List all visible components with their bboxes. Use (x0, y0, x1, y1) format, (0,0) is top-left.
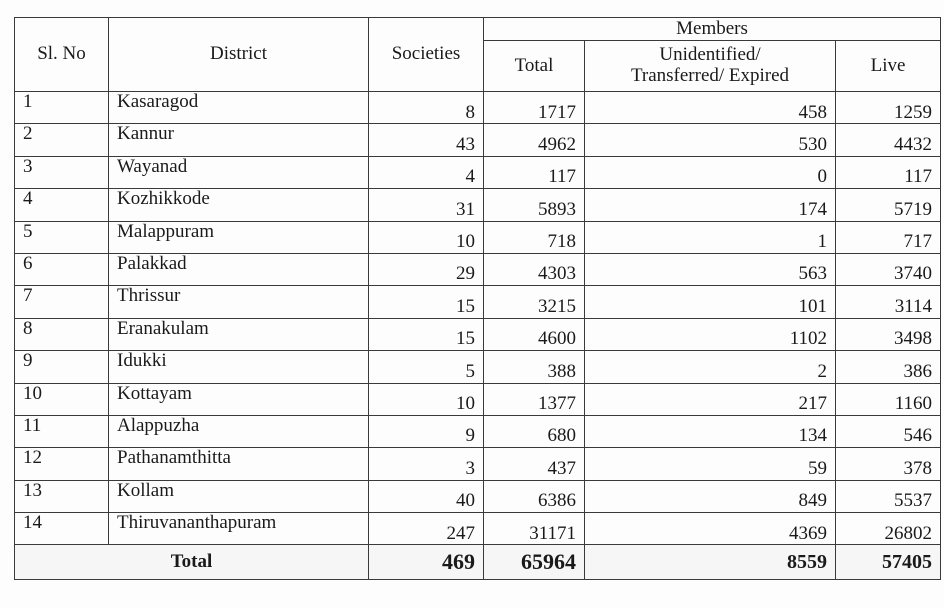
cell-unidentified: 458 (585, 92, 836, 124)
table-row (15, 415, 941, 447)
cell-unidentified: 174 (585, 189, 836, 221)
cell-societies: 9 (369, 415, 484, 447)
cell-live: 117 (836, 156, 941, 188)
table-row (15, 124, 941, 156)
cell-district: Kannur (109, 124, 369, 156)
cell-live: 546 (836, 415, 941, 447)
cell-total: 437 (484, 448, 585, 480)
table-row (15, 448, 941, 480)
header-members: Members (484, 18, 941, 41)
cell-sl-no: 10 (15, 383, 109, 415)
cell-unidentified: 134 (585, 415, 836, 447)
cell-district: Alappuzha (109, 415, 369, 447)
cell-total: 117 (484, 156, 585, 188)
cell-unidentified: 1 (585, 221, 836, 253)
table-row (15, 253, 941, 285)
total-members: 65964 (484, 545, 585, 580)
header-unidentified-line1: Unidentified/ (659, 44, 761, 66)
cell-unidentified: 0 (585, 156, 836, 188)
header-unidentified-line2: Transferred/ Expired (630, 65, 790, 86)
cell-societies: 4 (369, 156, 484, 188)
total-societies: 469 (369, 545, 484, 580)
cell-district: Kollam (109, 480, 369, 512)
header-total: Total (484, 41, 585, 92)
table-row (15, 221, 941, 253)
cell-unidentified: 217 (585, 383, 836, 415)
cell-societies: 43 (369, 124, 484, 156)
table-row (15, 156, 941, 188)
cell-unidentified: 2 (585, 351, 836, 383)
cell-total: 680 (484, 415, 585, 447)
cell-total: 1377 (484, 383, 585, 415)
cell-unidentified: 59 (585, 448, 836, 480)
cell-live: 1160 (836, 383, 941, 415)
cell-unidentified: 101 (585, 286, 836, 318)
header-societies: Societies (369, 18, 484, 92)
cell-societies: 40 (369, 480, 484, 512)
cell-societies: 10 (369, 221, 484, 253)
cell-societies: 15 (369, 286, 484, 318)
header-district: District (109, 18, 369, 92)
cell-district: Kozhikkode (109, 189, 369, 221)
cell-district: Kottayam (109, 383, 369, 415)
cell-unidentified: 563 (585, 253, 836, 285)
cell-total: 5893 (484, 189, 585, 221)
header-sl-no: Sl. No (15, 18, 109, 92)
cell-total: 31171 (484, 513, 585, 545)
cell-district: Malappuram (109, 221, 369, 253)
cell-unidentified: 1102 (585, 318, 836, 350)
table-row (15, 351, 941, 383)
cell-live: 717 (836, 221, 941, 253)
cell-live: 1259 (836, 92, 941, 124)
cell-sl-no: 12 (15, 448, 109, 480)
cell-live: 3740 (836, 253, 941, 285)
cell-live: 378 (836, 448, 941, 480)
cell-sl-no: 5 (15, 221, 109, 253)
total-label: Total (15, 545, 369, 580)
cell-live: 5719 (836, 189, 941, 221)
cell-live: 3498 (836, 318, 941, 350)
cell-live: 386 (836, 351, 941, 383)
header-live: Live (836, 41, 941, 92)
cell-district: Palakkad (109, 253, 369, 285)
cell-total: 4962 (484, 124, 585, 156)
table-row (15, 513, 941, 545)
cell-societies: 15 (369, 318, 484, 350)
cell-sl-no: 8 (15, 318, 109, 350)
cell-live: 26802 (836, 513, 941, 545)
cell-total: 1717 (484, 92, 585, 124)
cell-sl-no: 9 (15, 351, 109, 383)
cell-live: 5537 (836, 480, 941, 512)
table-row (15, 92, 941, 124)
cell-unidentified: 4369 (585, 513, 836, 545)
cell-unidentified: 849 (585, 480, 836, 512)
cell-sl-no: 4 (15, 189, 109, 221)
cell-societies: 8 (369, 92, 484, 124)
table-row (15, 480, 941, 512)
cell-sl-no: 11 (15, 415, 109, 447)
cell-unidentified: 530 (585, 124, 836, 156)
cell-sl-no: 7 (15, 286, 109, 318)
total-unidentified: 8559 (585, 545, 836, 580)
table-header (15, 18, 941, 92)
cell-total: 718 (484, 221, 585, 253)
cell-sl-no: 13 (15, 480, 109, 512)
cell-societies: 10 (369, 383, 484, 415)
cell-sl-no: 6 (15, 253, 109, 285)
table-body (15, 92, 941, 545)
cell-district: Eranakulam (109, 318, 369, 350)
table-footer (15, 545, 941, 580)
cell-live: 3114 (836, 286, 941, 318)
table-row (15, 189, 941, 221)
header-unidentified (585, 41, 836, 92)
table-row (15, 383, 941, 415)
cell-total: 6386 (484, 480, 585, 512)
cell-district: Pathanamthitta (109, 448, 369, 480)
table-row (15, 286, 941, 318)
cell-societies: 247 (369, 513, 484, 545)
total-row (15, 545, 941, 580)
cell-district: Kasaragod (109, 92, 369, 124)
cell-sl-no: 2 (15, 124, 109, 156)
table-row (15, 318, 941, 350)
cell-district: Wayanad (109, 156, 369, 188)
cell-total: 4600 (484, 318, 585, 350)
cell-sl-no: 1 (15, 92, 109, 124)
cell-societies: 29 (369, 253, 484, 285)
cell-district: Thrissur (109, 286, 369, 318)
cell-sl-no: 14 (15, 513, 109, 545)
cell-sl-no: 3 (15, 156, 109, 188)
cell-societies: 3 (369, 448, 484, 480)
members-table (14, 17, 941, 580)
cell-societies: 31 (369, 189, 484, 221)
cell-district: Idukki (109, 351, 369, 383)
cell-live: 4432 (836, 124, 941, 156)
cell-total: 4303 (484, 253, 585, 285)
cell-total: 3215 (484, 286, 585, 318)
cell-societies: 5 (369, 351, 484, 383)
cell-total: 388 (484, 351, 585, 383)
header-row-top (15, 18, 941, 41)
cell-district: Thiruvananthapuram (109, 513, 369, 545)
total-live: 57405 (836, 545, 941, 580)
